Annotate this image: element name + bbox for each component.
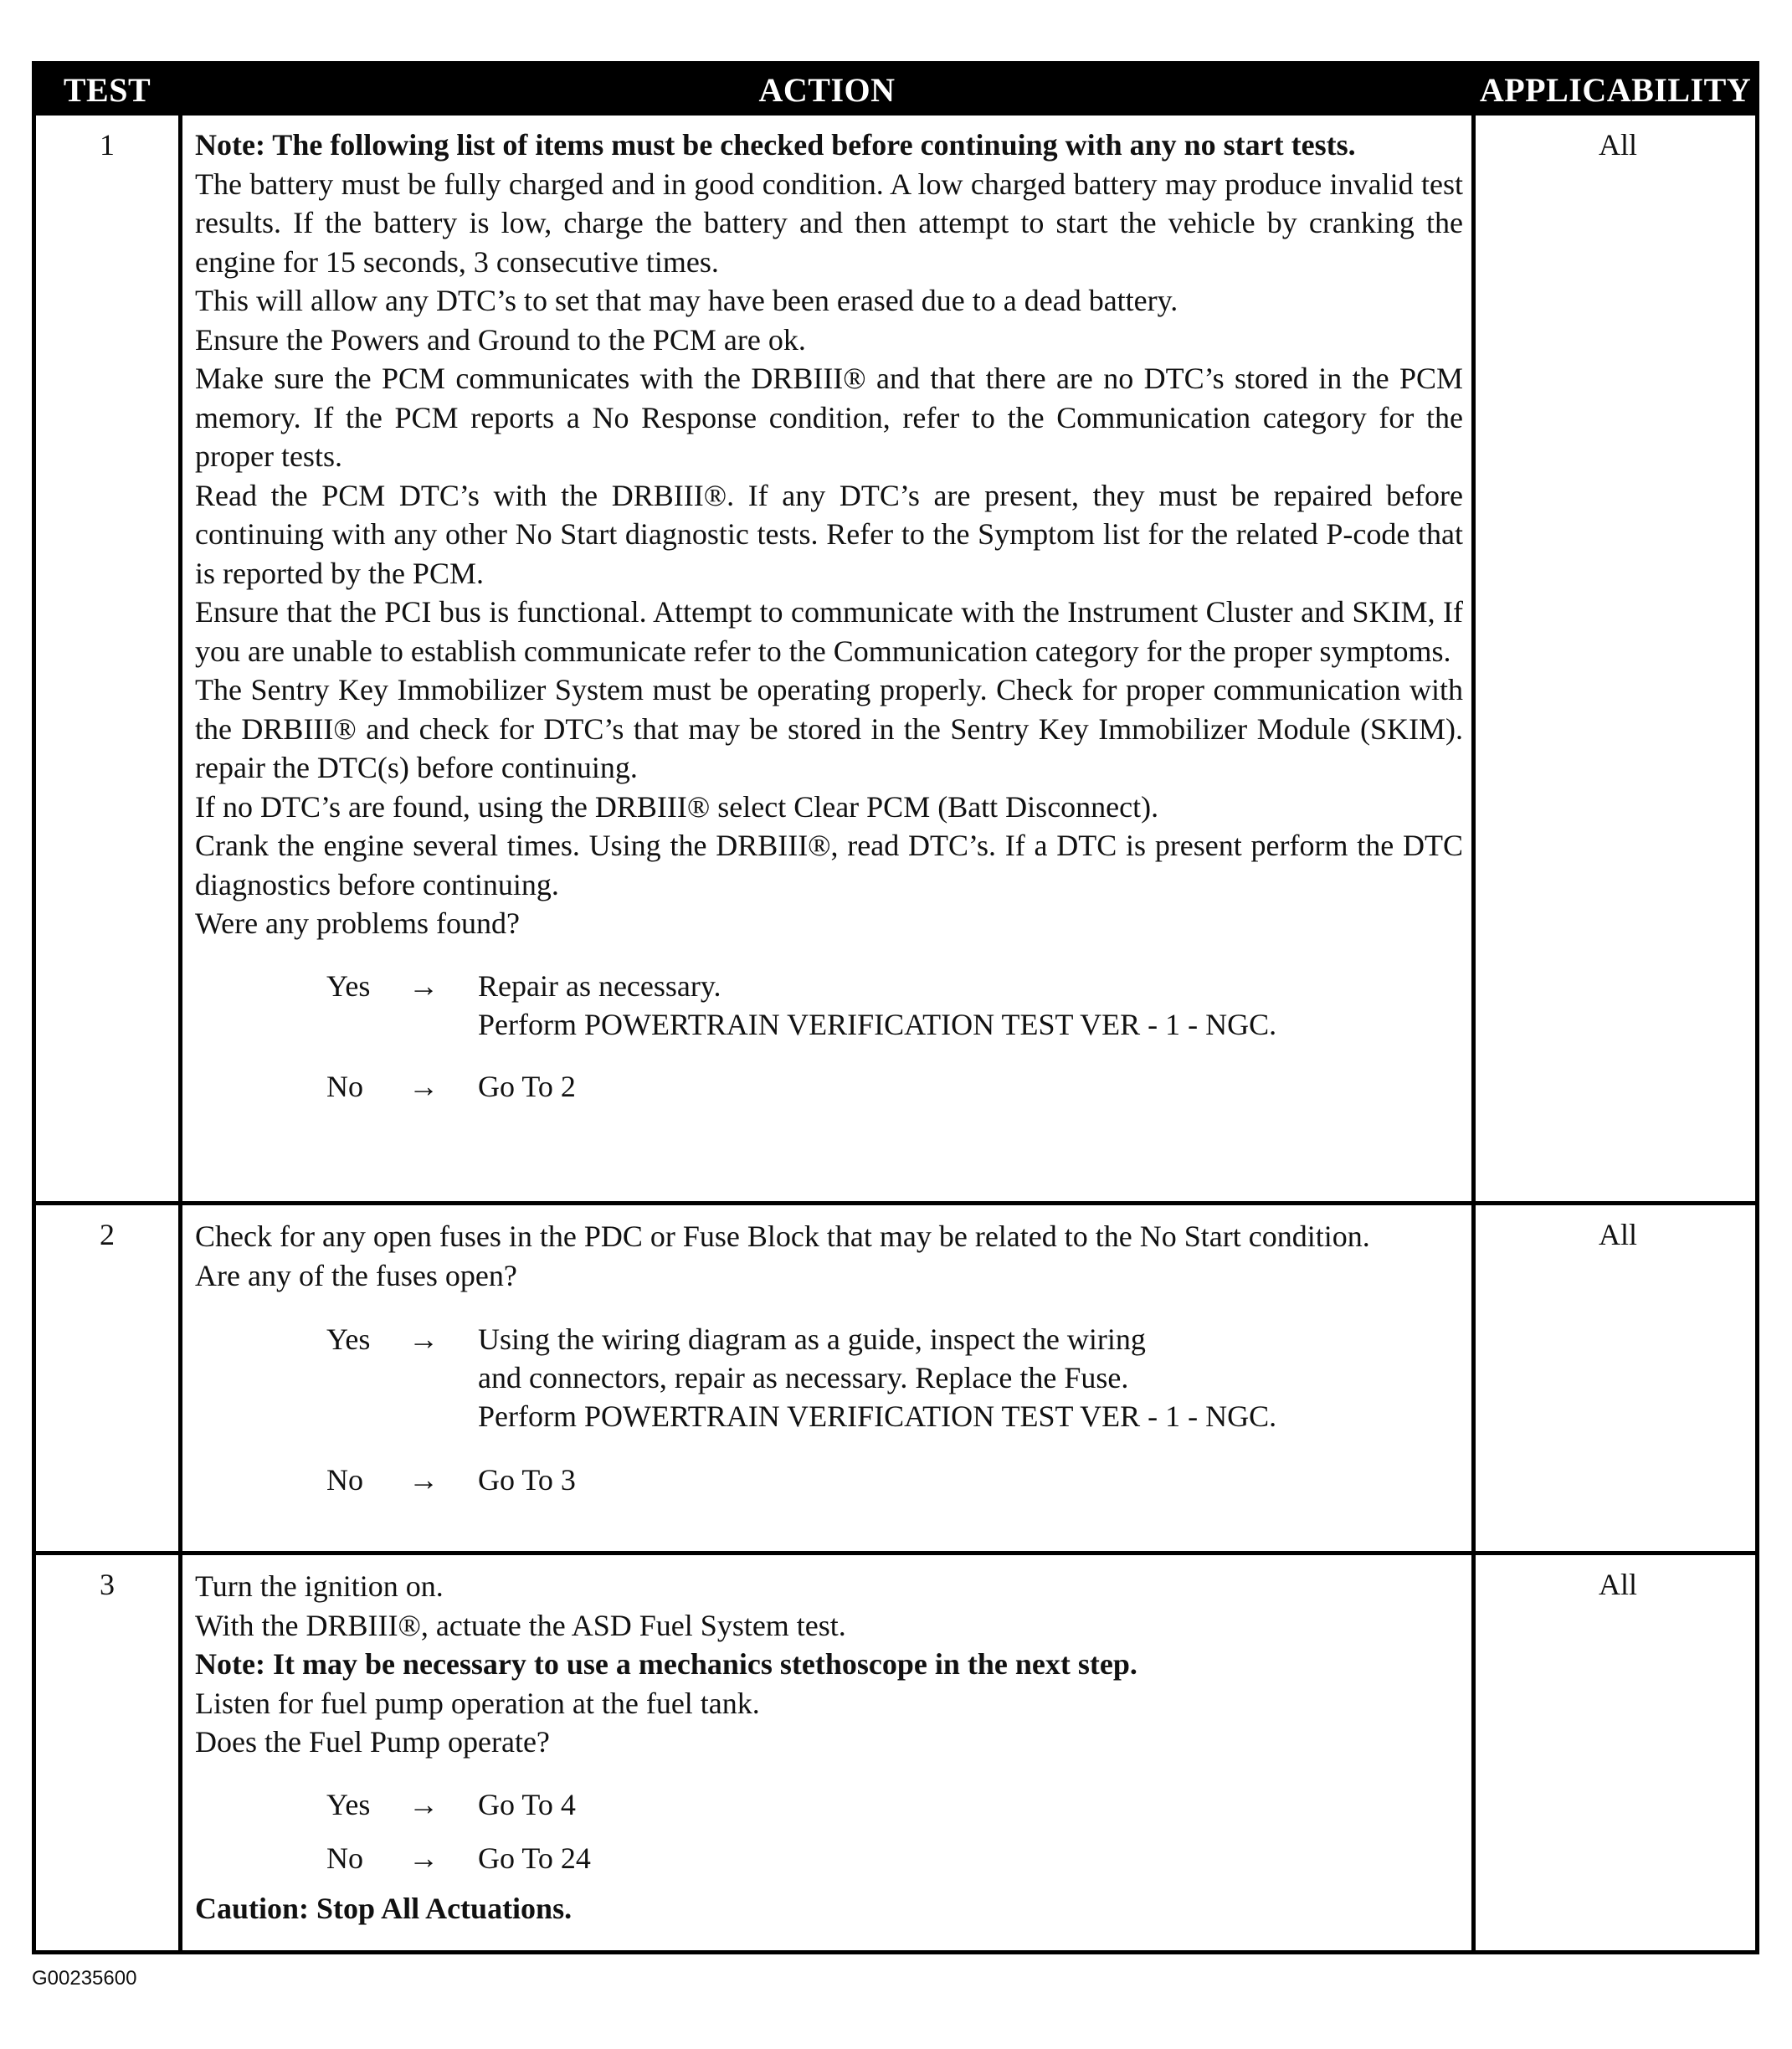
action-cell — [195, 1217, 1463, 1499]
test-number: 3 — [100, 1568, 115, 1601]
action-cell — [195, 126, 1463, 1106]
yes-option-continuation — [195, 1005, 1463, 1044]
table-header — [36, 65, 1755, 116]
no-label: No — [326, 1463, 363, 1497]
yes-option-continuation — [195, 1358, 1463, 1397]
test-number: 1 — [100, 128, 115, 162]
yes-option — [195, 967, 1463, 1005]
instruction-text: Make sure the PCM communicates with the DRBIII® and that there are no DTC’s stored in the PCM memory. If the PCM reports a No Response condition, refer to the Communication category for the proper tests. — [195, 362, 1463, 473]
instruction-text: Listen for fuel pump operation at the fuel tank. — [195, 1686, 760, 1720]
arrow-icon: → — [408, 1841, 439, 1875]
action-cell — [195, 1567, 1463, 1928]
header-applicability: APPLICABILITY — [1479, 71, 1752, 109]
instruction-text: If no DTC’s are found, using the DRBIII® select Clear PCM (Batt Disconnect). — [195, 789, 1159, 824]
arrow-icon: → — [408, 1463, 439, 1497]
no-option — [195, 1067, 1463, 1106]
yes-action: Perform POWERTRAIN VERIFICATION TEST VER - 1 - NGC. — [478, 1399, 1277, 1433]
instruction-text: Check for any open fuses in the PDC or Fuse Block that may be related to the No Start condition. — [195, 1220, 1370, 1253]
question-text: Are any of the fuses open? — [195, 1258, 517, 1292]
instruction-text: Crank the engine several times. Using the DRBIII®, read DTC’s. If a DTC is present perform the DTC diagnostics before continuing. — [195, 829, 1463, 901]
no-action: Go To 3 — [478, 1463, 576, 1497]
applicability-value: All — [1598, 1568, 1637, 1601]
arrow-icon: → — [408, 968, 439, 1003]
yes-label: Yes — [326, 1787, 371, 1821]
arrow-icon: → — [408, 1787, 439, 1821]
yes-action: Perform POWERTRAIN VERIFICATION TEST VER - 1 - NGC. — [478, 1007, 1277, 1041]
question-text: Does the Fuel Pump operate? — [195, 1725, 550, 1759]
table-row — [36, 116, 1755, 1201]
instruction-text: Ensure that the PCI bus is functional. Attempt to communicate with the Instrument Cluster and SKIM, If you are unable to establish communicate refer to the Communication category for the proper symptoms. — [195, 595, 1463, 668]
instruction-text: Ensure the Powers and Ground to the PCM are ok. — [195, 322, 806, 357]
no-option — [195, 1839, 1463, 1877]
yes-action: Using the wiring diagram as a guide, inspect the wiring — [478, 1322, 1146, 1356]
test-number: 2 — [100, 1218, 115, 1251]
yes-action: Repair as necessary. — [478, 968, 721, 1003]
header-action: ACTION — [758, 71, 896, 109]
yes-action: and connectors, repair as necessary. Replace the Fuse. — [478, 1361, 1129, 1394]
note-text: Note: The following list of items must be checked before continuing with any no start tests. — [195, 128, 1356, 162]
instruction-text: The battery must be fully charged and in good condition. A low charged battery may produce invalid test results. If the battery is low, charge the battery and then attempt to start the vehicle by cranking the engine for 15 seconds, 3 consecutive times. — [195, 167, 1463, 279]
figure-code: G00235600 — [32, 1967, 137, 1990]
yes-option-continuation — [195, 1397, 1463, 1435]
no-label: No — [326, 1069, 363, 1103]
no-label: No — [326, 1841, 363, 1875]
yes-label: Yes — [326, 1322, 371, 1356]
applicability-value: All — [1598, 1218, 1637, 1251]
table-row — [36, 1555, 1755, 1949]
instruction-text: The Sentry Key Immobilizer System must be operating properly. Check for proper communication with the DRBIII® and check for DTC’s that may be stored in the Sentry Key Immobilizer Module (SKIM). repair the DTC(s) before continuing. — [195, 673, 1463, 784]
note-text: Note: It may be necessary to use a mechanics stethoscope in the next step. — [195, 1647, 1137, 1681]
yes-option — [195, 1320, 1463, 1358]
table-row — [36, 1205, 1755, 1551]
instruction-text: Read the PCM DTC’s with the DRBIII®. If any DTC’s are present, they must be repaired before continuing with any other No Start diagnostic tests. Refer to the Symptom list for the related P-code that is reported by the PCM. — [195, 478, 1463, 590]
instruction-text: Turn the ignition on. — [195, 1569, 444, 1603]
arrow-icon: → — [408, 1069, 439, 1103]
caution-text: Caution: Stop All Actuations. — [195, 1891, 573, 1925]
question-text: Were any problems found? — [195, 906, 520, 940]
arrow-icon: → — [408, 1322, 439, 1356]
applicability-value: All — [1598, 128, 1637, 162]
header-test: TEST — [63, 71, 151, 109]
instruction-text: With the DRBIII®, actuate the ASD Fuel System test. — [195, 1608, 846, 1642]
yes-option — [195, 1785, 1463, 1824]
yes-action: Go To 4 — [478, 1787, 576, 1821]
yes-label: Yes — [326, 968, 371, 1003]
no-action: Go To 24 — [478, 1841, 591, 1875]
diagnostic-table — [32, 61, 1759, 1954]
instruction-text: This will allow any DTC’s to set that may have been erased due to a dead battery. — [195, 284, 1178, 317]
no-action: Go To 2 — [478, 1069, 576, 1103]
no-option — [195, 1461, 1463, 1499]
